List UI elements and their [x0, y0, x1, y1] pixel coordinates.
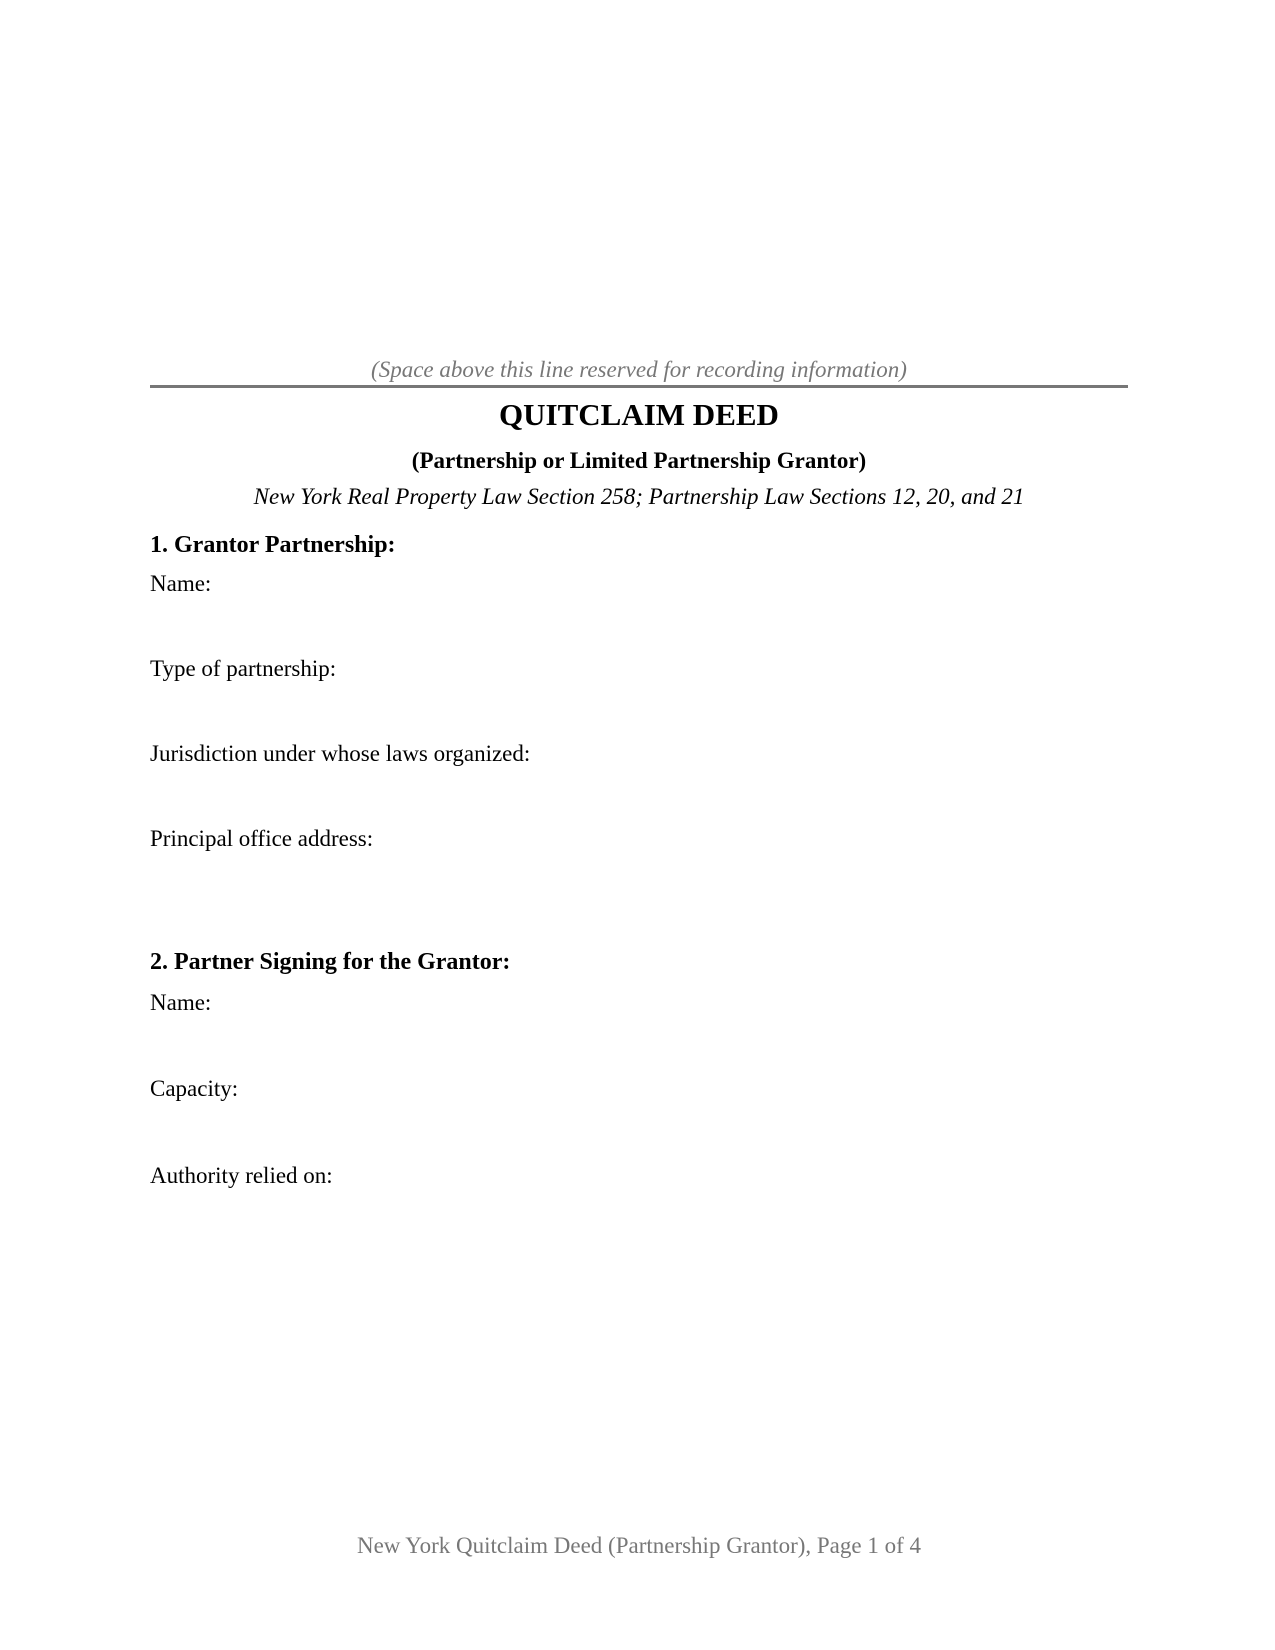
recording-divider — [150, 385, 1128, 388]
field-label-principal-office: Principal office address: — [150, 826, 374, 851]
field-label-authority: Authority relied on: — [150, 1163, 333, 1188]
field-label-jurisdiction: Jurisdiction under whose laws organized: — [150, 741, 531, 766]
statute-reference: New York Real Property Law Section 258; Partnership Law Sections 12, 20, and 21 — [253, 484, 1025, 509]
document-subtitle: (Partnership or Limited Partnership Grantor) — [411, 448, 867, 473]
document-title: QUITCLAIM DEED — [499, 397, 779, 432]
recording-space-note: (Space above this line reserved for recording information) — [371, 357, 907, 382]
field-label-partnership-type: Type of partnership: — [150, 656, 337, 681]
section-heading-grantor-partnership: 1. Grantor Partnership: — [150, 532, 396, 558]
section-heading-partner-signing: 2. Partner Signing for the Grantor: — [150, 949, 511, 975]
field-label-partner-name: Name: — [150, 990, 212, 1015]
field-label-capacity: Capacity: — [150, 1076, 239, 1101]
page-footer: New York Quitclaim Deed (Partnership Grantor), Page 1 of 4 — [356, 1533, 922, 1558]
field-label-grantor-name: Name: — [150, 571, 212, 596]
